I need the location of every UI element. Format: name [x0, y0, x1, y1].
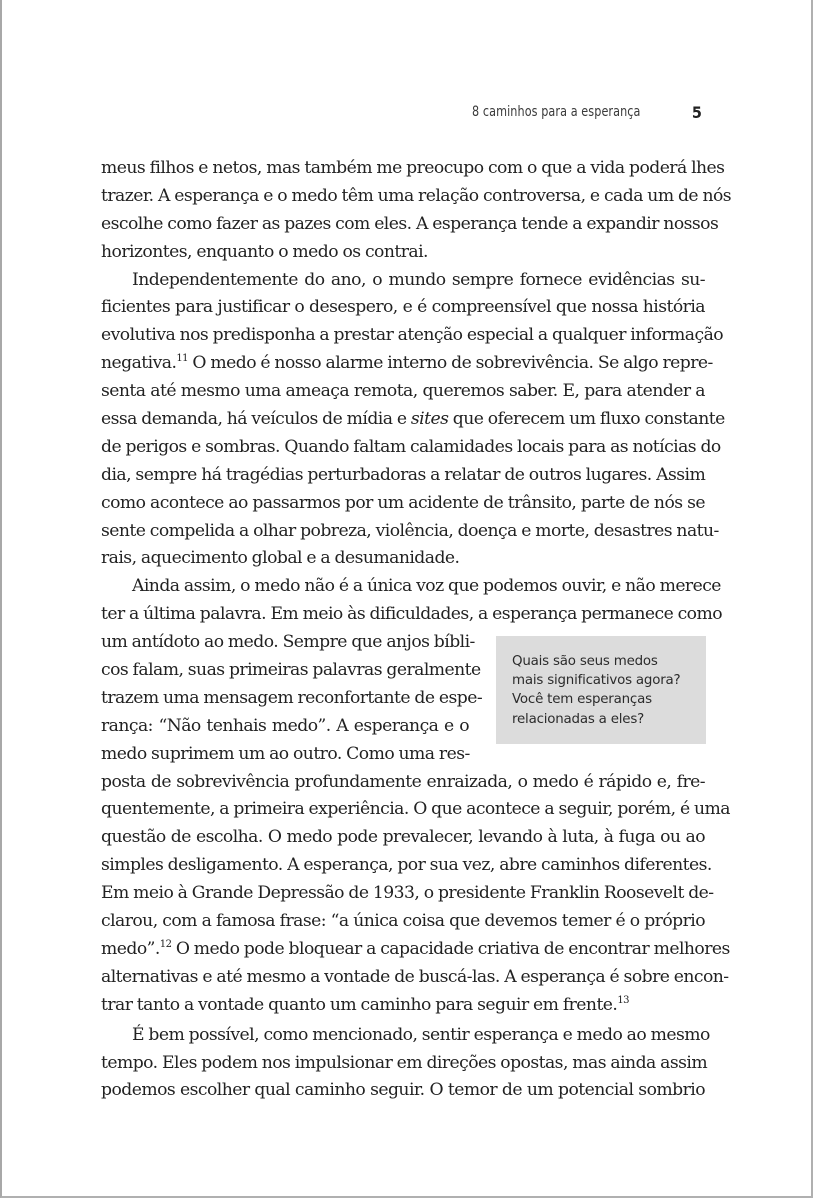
text-line	[101, 350, 713, 378]
text-line	[101, 936, 730, 964]
footnote-ref-12[interactable]: 12	[159, 938, 172, 950]
paragraph	[101, 155, 732, 267]
text-span: medo”.	[101, 938, 160, 959]
running-title: 8 caminhos para a esperança	[472, 104, 641, 120]
text-span: trar tanto a vontade quanto um caminho para seguir em frente.	[101, 994, 618, 1015]
text-span: negativa.	[101, 353, 177, 374]
text-line: É bem possível, como mencionado, sentir esperança e medo ao mesmo	[132, 1024, 710, 1045]
text-line: Independentemente do ano, o mundo sempre fornece evidências su-	[132, 269, 705, 290]
text-line: trazem uma mensagem reconfortante de espe-	[101, 687, 483, 708]
text-span: essa demanda, há veículos de mídia e	[101, 409, 411, 430]
text-line: evolutiva nos predisponha a prestar atenção especial a qualquer informação	[101, 325, 724, 346]
text-line: Ainda assim, o medo não é a única voz que podemos ouvir, e não merece	[132, 576, 721, 597]
text-line: ficientes para justificar o desespero, e é compreensível que nossa história	[101, 297, 705, 318]
text-line: alternativas e até mesmo a vontade de buscá-las. A esperança é sobre encon-	[101, 966, 729, 987]
question-line: Quais são seus medos	[512, 654, 658, 669]
text-line: medo suprimem um ao outro. Como uma res-	[101, 743, 470, 764]
text-line: escolhe como fazer as pazes com eles. A esperança tende a expandir nossos	[101, 213, 719, 234]
text-span: que oferecem um fluxo constante	[448, 409, 725, 430]
text-line: trazer. A esperança e o medo têm uma relação controversa, e cada um de nós	[101, 185, 732, 206]
italic-term: sites	[410, 409, 449, 430]
paragraph	[101, 267, 725, 574]
question-line: Você tem esperanças	[512, 692, 652, 708]
text-line: cos falam, suas primeiras palavras geralmente	[101, 660, 481, 681]
text-line: como acontece ao passarmos por um acidente de trânsito, parte de nós se	[101, 492, 705, 513]
body-text	[101, 155, 732, 1105]
text-span: O medo é nosso alarme interno de sobrevivência. Se algo repre-	[188, 353, 713, 374]
text-line: meus filhos e netos, mas também me preocupo com o que a vida poderá lhes	[101, 158, 725, 178]
text-line: um antídoto ao medo. Sempre que anjos bíbli-	[101, 632, 475, 653]
page-number: 5	[691, 103, 702, 122]
text-line: rança: “Não tenhais medo”. A esperança e o	[101, 715, 469, 736]
paragraph	[101, 1022, 710, 1106]
text-line: rais, aquecimento global e a desumanidade.	[101, 548, 460, 569]
text-span: O medo pode bloquear a capacidade criativa de encontrar melhores	[171, 938, 730, 959]
question-line: mais significativos agora?	[512, 673, 681, 689]
running-header	[472, 104, 712, 126]
text-line: quentemente, a primeira experiência. O que acontece a seguir, porém, é uma	[101, 799, 730, 820]
text-line: sente compelida a olhar pobreza, violência, doença e morte, desastres natu-	[101, 520, 719, 541]
text-line: ter a última palavra. Em meio às dificuldades, a esperança permanece como	[101, 604, 723, 625]
text-line: de perigos e sombras. Quando faltam calamidades locais para as notícias do	[101, 436, 721, 457]
text-line: simples desligamento. A esperança, por sua vez, abre caminhos diferentes.	[101, 855, 712, 876]
text-line: questão de escolha. O medo pode prevalecer, levando à luta, à fuga ou ao	[101, 827, 705, 848]
text-line: posta de sobrevivência profundamente enraizada, o medo é rápido e, fre-	[101, 771, 705, 792]
text-line	[101, 406, 725, 434]
text-line	[101, 992, 705, 1020]
text-line: Em meio à Grande Depressão de 1933, o presidente Franklin Roosevelt de-	[101, 883, 714, 904]
text-line: dia, sempre há tragédias perturbadoras a relatar de outros lugares. Assim	[101, 464, 706, 485]
text-line: clarou, com a famosa frase: “a única coisa que devemos temer é o próprio	[101, 911, 705, 932]
reflection-question-box	[496, 636, 706, 744]
text-line: podemos escolher qual caminho seguir. O temor de um potencial sombrio	[101, 1080, 705, 1101]
footnote-ref-11[interactable]: 11	[176, 353, 188, 365]
text-line: horizontes, enquanto o medo os contrai.	[101, 241, 428, 262]
footnote-ref-13[interactable]: 13	[617, 994, 629, 1006]
text-line: tempo. Eles podem nos impulsionar em direções opostas, mas ainda assim	[101, 1052, 708, 1073]
text-line: senta até mesmo uma ameaça remota, queremos saber. E, para atender a	[101, 381, 705, 402]
question-line: relacionadas a eles?	[512, 711, 645, 727]
